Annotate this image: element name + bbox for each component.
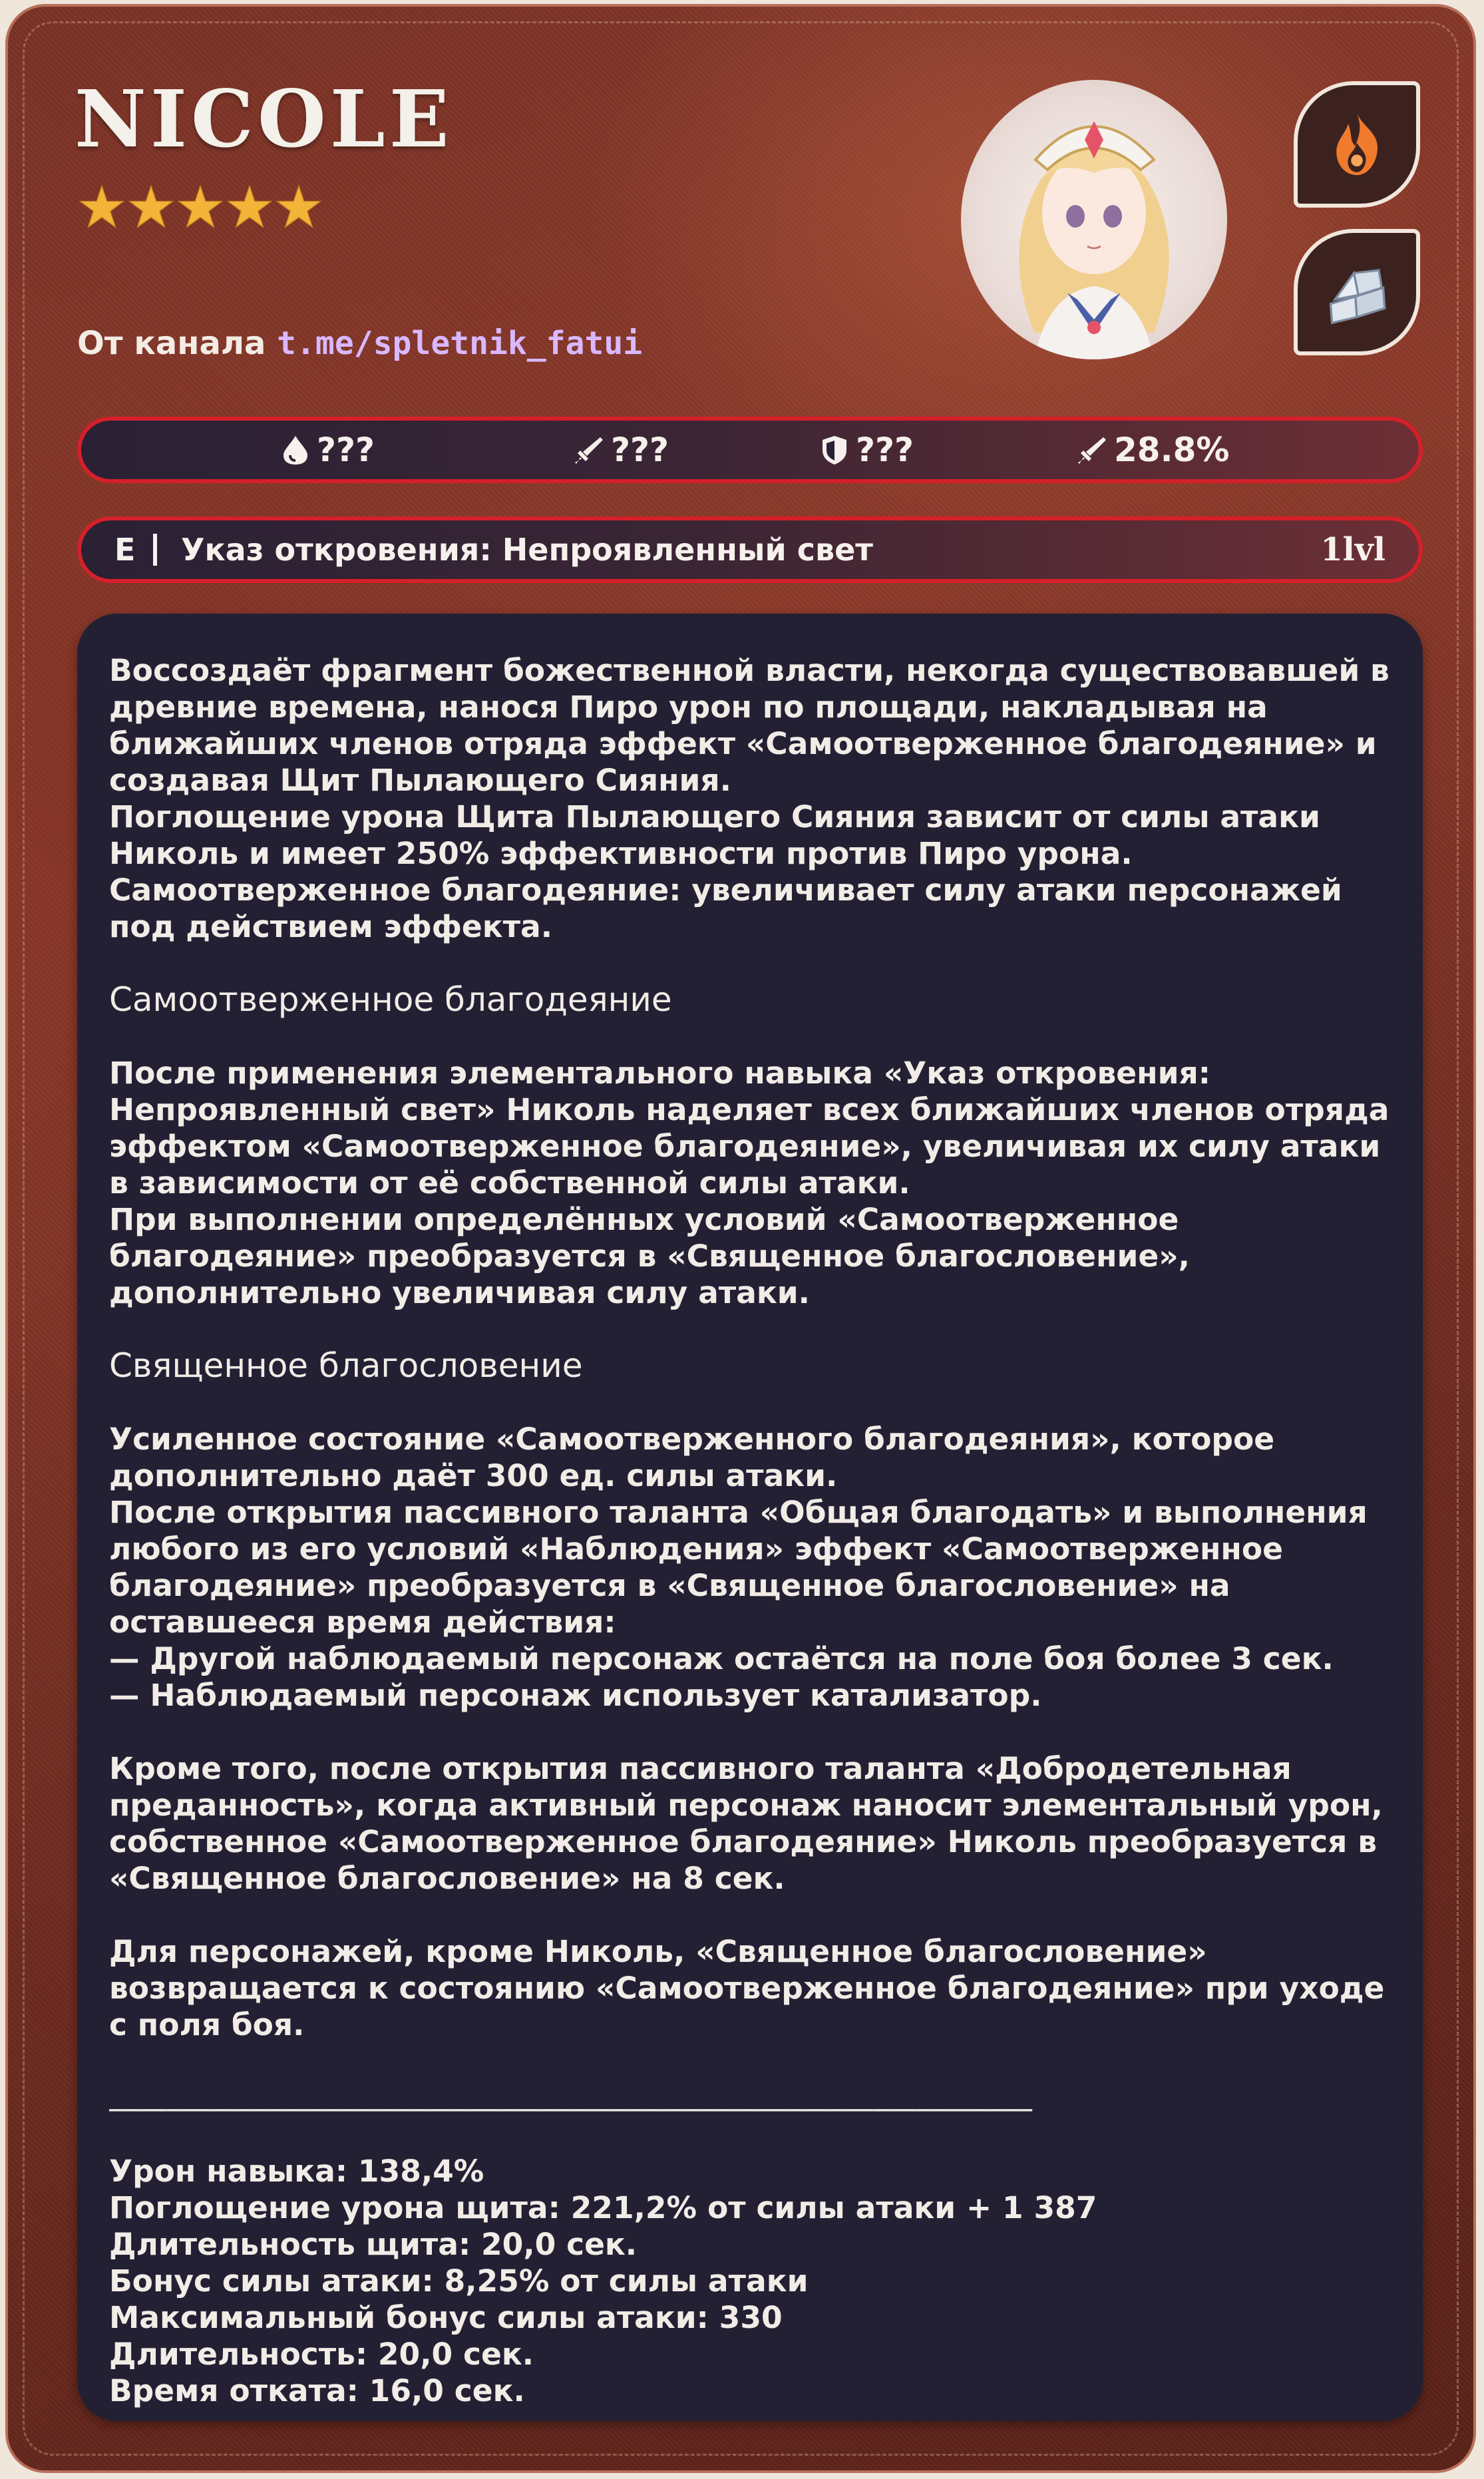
intro-paragraph: Поглощение урона Щита Пылающего Сияния зависит от силы атаки Николь и имеет 250% эффективности против Пиро урона.: [109, 799, 1320, 871]
skill-header: [77, 516, 1423, 583]
intro-paragraph: Воссоздаёт фрагмент божественной власти, некогда существовавшей в древние времена, нанося Пиро урон по площади, накладывая на ближайших членов отряда эффект «Самоотверженное благодеяние» и создавая Щит Пылающего Сияния.: [109, 653, 1390, 798]
section-paragraph: После применения элементального навыка «Указ откровения: Непроявленный свет» Николь наделяет всех ближайших членов отряда эффектом «Самоотверженное благодеяние», увеличивая их силу атаки в зависимости от её собственной силы атаки.: [109, 1055, 1390, 1201]
source-link[interactable]: t.me/spletnik_fatui: [277, 325, 643, 362]
scaling-line: Время отката: 16,0 сек.: [109, 2373, 525, 2408]
pyro-element-badge: [1294, 81, 1420, 208]
skill-divider: [153, 534, 157, 566]
source-label: От канала: [77, 325, 266, 362]
stat-atk-value: ???: [611, 431, 669, 469]
scaling-line: Длительность щита: 20,0 сек.: [109, 2227, 638, 2262]
stat-crit-value: 28.8%: [1114, 431, 1230, 469]
scaling-line: Бонус силы атаки: 8,25% от силы атаки: [109, 2263, 809, 2299]
pyro-element-icon: [1320, 108, 1393, 181]
scaling-line: Поглощение урона щита: 221,2% от силы атаки + 1 387: [109, 2190, 1097, 2225]
character-portrait: [961, 80, 1227, 359]
source-credit: [77, 325, 642, 362]
stat-hp-value: ???: [317, 431, 375, 469]
hp-drop-icon: [281, 434, 310, 466]
text-divider: ________________________________________________________________: [109, 2084, 1033, 2112]
stat-hp: [281, 421, 375, 479]
portrait-illustration: [961, 80, 1227, 359]
skill-name: Указ откровения: Непроявленный свет: [181, 532, 873, 568]
skill-key: E: [114, 532, 136, 568]
star-icon: [79, 184, 125, 230]
stats-bar: [77, 417, 1423, 483]
section-title: Самоотверженное благодеяние: [109, 980, 672, 1019]
star-icon: [177, 184, 224, 230]
scaling-line: Урон навыка: 138,4%: [109, 2154, 484, 2189]
star-icon: [128, 184, 174, 230]
star-icon: [226, 184, 273, 230]
section-paragraph: Усиленное состояние «Самоотверженного благодеяния», которое дополнительно даёт 300 ед. силы атаки.: [109, 1422, 1275, 1493]
section-paragraph: Кроме того, после открытия пассивного таланта «Добродетельная преданность», когда активный персонаж наносит элементальный урон, собственное «Самоотверженное благодеяние» Николь преобразуется в «Священное благословение» на 8 сек.: [109, 1751, 1383, 1896]
skill-level: 1lvl: [1320, 531, 1386, 568]
rarity-stars: [79, 184, 322, 230]
section-paragraph: Для персонажей, кроме Николь, «Священное благословение» возвращается к состоянию «Самоотверженное благодеяние» при уходе с поля боя.: [109, 1934, 1385, 2042]
intro-paragraph: Самоотверженное благодеяние: увеличивает силу атаки персонажей под действием эффекта.: [109, 872, 1342, 944]
condition-item: — Наблюдаемый персонаж использует катализатор.: [109, 1678, 1042, 1713]
catalyst-weapon-badge: [1294, 229, 1420, 355]
catalyst-book-icon: [1320, 256, 1393, 329]
stat-atk: [574, 421, 669, 479]
section-title: Священное благословение: [109, 1346, 583, 1385]
section-paragraph: После открытия пассивного таланта «Общая благодать» и выполнения любого из его условий «Наблюдения» эффект «Самоотверженное благодеяние» преобразуется в «Священное благословение» на оставшееся время действия:: [109, 1495, 1368, 1640]
condition-item: — Другой наблюдаемый персонаж остаётся на поле боя более 3 сек.: [109, 1641, 1334, 1676]
character-card: [5, 4, 1476, 2473]
def-shield-icon: [820, 434, 849, 466]
skill-description: [109, 652, 1400, 2409]
stat-def-value: ???: [856, 431, 914, 469]
section-paragraph: При выполнении определённых условий «Самоотверженное благодеяние» преобразуется в «Священное благословение», дополнительно увеличивая силу атаки.: [109, 1202, 1190, 1310]
star-icon: [276, 184, 322, 230]
stat-crit: [1077, 421, 1229, 479]
stat-def: [820, 421, 914, 479]
atk-sword-icon: [574, 435, 604, 465]
scaling-line: Максимальный бонус силы атаки: 330: [109, 2300, 783, 2335]
skill-description-panel: [77, 614, 1423, 2421]
character-name: NICOLE: [75, 73, 453, 165]
crit-sword-icon: [1077, 435, 1107, 465]
scaling-line: Длительность: 20,0 сек.: [109, 2337, 534, 2372]
